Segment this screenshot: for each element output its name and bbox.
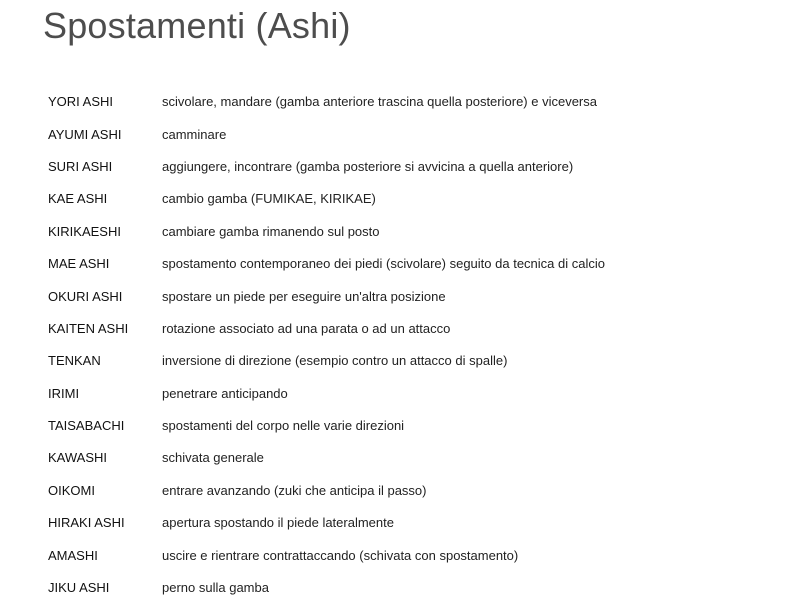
table-row <box>48 151 605 183</box>
description-cell: apertura spostando il piede lateralmente <box>162 515 394 531</box>
description-cell: spostamenti del corpo nelle varie direzioni <box>162 418 405 434</box>
term-cell: MAE ASHI <box>48 256 110 272</box>
term-cell: YORI ASHI <box>48 94 114 110</box>
table-row <box>48 280 605 312</box>
terms-table-body <box>48 86 605 604</box>
description-cell: cambiare gamba rimanendo sul posto <box>162 223 380 239</box>
description-cell: perno sulla gamba <box>162 580 269 596</box>
term-cell: IRIMI <box>48 385 80 401</box>
term-cell: SURI ASHI <box>48 158 113 174</box>
term-cell: KAWASHI <box>48 450 107 466</box>
term-cell: KAE ASHI <box>48 191 108 207</box>
table-row <box>48 507 605 539</box>
table-row <box>48 86 605 118</box>
description-cell: aggiungere, incontrare (gamba posteriore si avvicina a quella anteriore) <box>162 158 574 174</box>
table-row <box>48 442 605 474</box>
table-row <box>48 118 605 150</box>
description-cell: scivolare, mandare (gamba anteriore trascina quella posteriore) e viceversa <box>162 94 597 110</box>
table-row <box>48 345 605 377</box>
table-row <box>48 539 605 571</box>
description-cell: penetrare anticipando <box>162 385 288 401</box>
term-cell: AYUMI ASHI <box>48 126 122 142</box>
description-cell: spostare un piede per eseguire un'altra posizione <box>162 288 446 304</box>
description-cell: camminare <box>162 126 227 142</box>
table-row <box>48 183 605 215</box>
page-title: Spostamenti (Ashi) <box>43 5 351 46</box>
term-cell: JIKU ASHI <box>48 580 110 596</box>
term-cell: HIRAKI ASHI <box>48 515 125 531</box>
description-cell: spostamento contemporaneo dei piedi (scivolare) seguito da tecnica di calcio <box>162 256 605 272</box>
table-row <box>48 378 605 410</box>
table-row <box>48 572 605 604</box>
table-row <box>48 475 605 507</box>
description-cell: inversione di direzione (esempio contro un attacco di spalle) <box>162 353 508 369</box>
table-row <box>48 248 605 280</box>
table-row <box>48 410 605 442</box>
term-cell: KIRIKAESHI <box>48 223 121 239</box>
description-cell: uscire e rientrare contrattaccando (schivata con spostamento) <box>162 547 519 563</box>
terms-table <box>48 86 605 604</box>
description-cell: cambio gamba (FUMIKAE, KIRIKAE) <box>162 191 376 207</box>
term-cell: TENKAN <box>48 353 101 369</box>
term-cell: OKURI ASHI <box>48 288 123 304</box>
description-cell: schivata generale <box>162 450 264 466</box>
term-cell: OIKOMI <box>48 482 95 498</box>
description-cell: entrare avanzando (zuki che anticipa il passo) <box>162 482 427 498</box>
term-cell: TAISABACHI <box>48 418 125 434</box>
table-row <box>48 216 605 248</box>
term-cell: AMASHI <box>48 547 98 563</box>
term-cell: KAITEN ASHI <box>48 320 129 336</box>
table-row <box>48 313 605 345</box>
description-cell: rotazione associato ad una parata o ad un attacco <box>162 320 451 336</box>
